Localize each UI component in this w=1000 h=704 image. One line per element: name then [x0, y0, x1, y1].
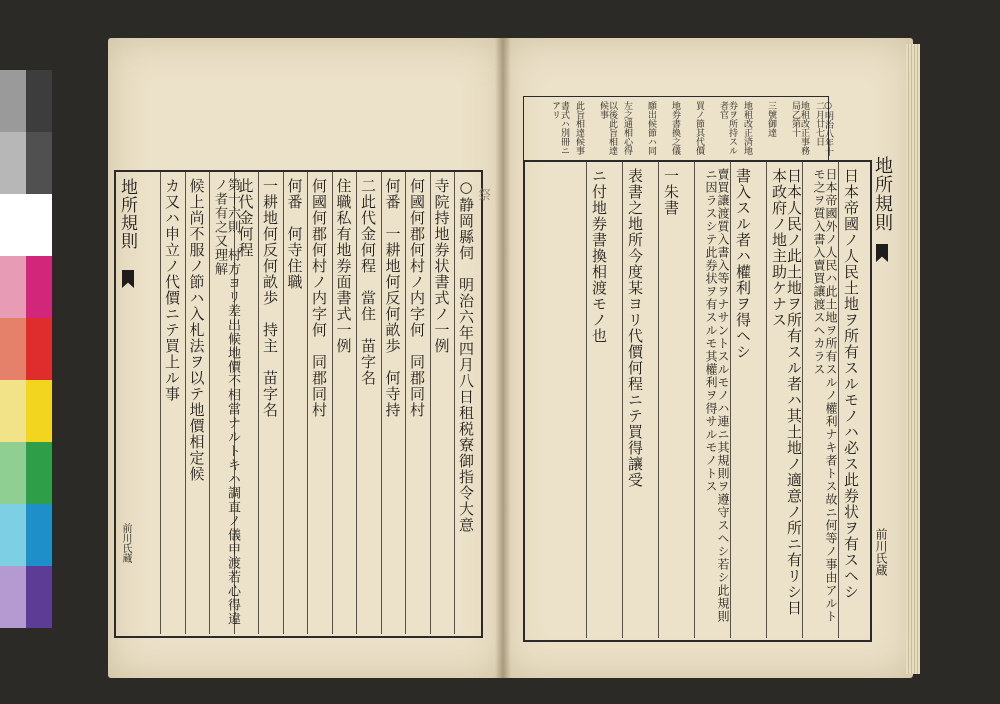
page-edges [906, 44, 920, 674]
column-rule [185, 172, 186, 634]
head-note-column: 願出候節ハ同 [646, 101, 656, 155]
right-text-column: 表書之地所今度某ヨリ代價何程ニテ買得讓受 [626, 168, 644, 488]
color-swatch [26, 256, 52, 318]
column-rule [209, 172, 210, 634]
color-swatch [0, 566, 26, 628]
right-text-column: 日本人民ノ此土地ヲ所有スル者ハ其土地ノ適意ノ所ニ有リシ日本政府ノ地主助ケナス [770, 168, 803, 616]
column-rule [405, 172, 406, 634]
column-rule [283, 172, 284, 634]
column-rule [381, 172, 382, 634]
left-text-column: 一耕地何反何畝歩 持主 苗字名 [261, 178, 279, 418]
left-text-column: 寺院持地券状書式ノ一例 [432, 178, 451, 354]
head-note-column: 地租改正済地 [742, 101, 752, 155]
left-text-column: 何國何郡何村ノ内字何 同郡同村 [408, 178, 426, 418]
right-text-column: 一朱書 [662, 168, 680, 216]
color-swatch [26, 194, 52, 256]
column-rule [766, 162, 767, 638]
color-swatch [26, 566, 52, 628]
head-note-column: ○明治八年十二月廿七日 [814, 101, 833, 156]
column-rule [586, 162, 587, 638]
right-margin-bottom: 前川氏蔵 [874, 528, 888, 576]
right-text-column: ニ付地券書換相渡モノ也 [590, 168, 608, 344]
left-text-column: 第十六則 村方ヨリ差出候地價不相當ナルトキハ調直ノ儀申渡若心得違ノ者有之又理解 [212, 178, 240, 626]
left-page [108, 38, 503, 678]
open-book [100, 38, 920, 683]
color-swatch [26, 318, 52, 380]
left-bleed-text: 祭 [475, 188, 490, 202]
right-text-column: 書入スル者ハ權利ヲ得ヘシ [734, 168, 752, 360]
column-rule [694, 162, 695, 638]
column-rule [730, 162, 731, 638]
column-rule [454, 172, 455, 634]
color-swatch [26, 132, 52, 194]
right-text-column: 日本帝國外ノ人民ハ此土地ヲ所有スルノ權利ナキ者トス故ニ何等ノ事由アルトモ之ヲ質入書入賣買讓渡スヘカラス [812, 168, 838, 623]
left-margin-bottom: 前川氏蔵 [120, 523, 131, 563]
column-rule [160, 172, 161, 634]
right-margin-title: 地所規則 [872, 156, 893, 232]
color-swatch [0, 442, 26, 504]
left-text-column: 何番 何寺住職 [285, 178, 304, 290]
right-page [503, 38, 913, 678]
left-text-column: 候上尚不服ノ節ハ入札法ヲ以テ地價相定候 [187, 178, 206, 482]
head-note-column: 書式ハ別冊ニアリ [550, 101, 569, 155]
left-text-column: 此代金何程 [236, 178, 255, 258]
left-text-column: 二此代金何程 當住 苗字名 [359, 178, 377, 386]
color-swatch [0, 318, 26, 380]
color-swatch [0, 70, 26, 132]
left-text-column: 何番 一耕地何反何畝歩 何寺持 [383, 178, 402, 418]
column-rule [430, 172, 431, 634]
left-text-column: カ又ハ申立ノ代價ニテ買上ル事 [163, 178, 181, 402]
color-swatch [0, 504, 26, 566]
right-text-column: 日本帝國ノ人民土地ヲ所有スルモノハ必ス此券状ヲ有スヘシ [842, 168, 860, 600]
head-note-column: 買ノ節其代價 [694, 101, 704, 155]
color-swatch [26, 380, 52, 442]
column-rule [838, 162, 839, 638]
color-swatch [26, 70, 52, 132]
color-calibration-bar [0, 70, 52, 630]
head-note-column: 三號御達 [766, 101, 776, 137]
head-note-box [523, 96, 833, 162]
color-swatch [26, 442, 52, 504]
column-rule [658, 162, 659, 638]
book-gutter [495, 38, 511, 678]
column-rule [622, 162, 623, 638]
right-text-column: 賣買讓渡質入書入等ヲナサントスルモノハ連ニ其規則ヲ遵守スヘシ若シ此規則ニ因ラスシテ此券状ヲ有スルモ其權利ヲ得サルモノトス [704, 168, 730, 623]
head-note-column: 券ヲ所持スル者官 [718, 101, 737, 155]
left-text-column: ○静岡縣伺 明治六年四月八日租税寮御指令大意 [457, 178, 475, 533]
color-swatch [0, 132, 26, 194]
left-text-column: 何國何郡何村ノ内字何 同郡同村 [310, 178, 328, 418]
left-margin-title: 地所規則 [117, 178, 137, 250]
head-note-column: 此旨相達候事 [574, 101, 584, 155]
color-swatch [0, 194, 26, 256]
column-rule [332, 172, 333, 634]
head-note-column: 地券書換之儀 [670, 101, 680, 155]
left-text-column: 住職私有地券面書式一例 [334, 178, 353, 354]
color-swatch [0, 256, 26, 318]
fish-tail-mark-right [876, 244, 888, 262]
column-rule [307, 172, 308, 634]
color-swatch [26, 504, 52, 566]
head-note-column: 左之通相心得 [622, 101, 632, 155]
color-swatch [0, 380, 26, 442]
column-rule [258, 172, 259, 634]
head-note-column: 以後此旨相達候事 [598, 101, 617, 155]
column-rule [356, 172, 357, 634]
head-note-column: 地租改正事務局乙第十 [790, 101, 809, 155]
